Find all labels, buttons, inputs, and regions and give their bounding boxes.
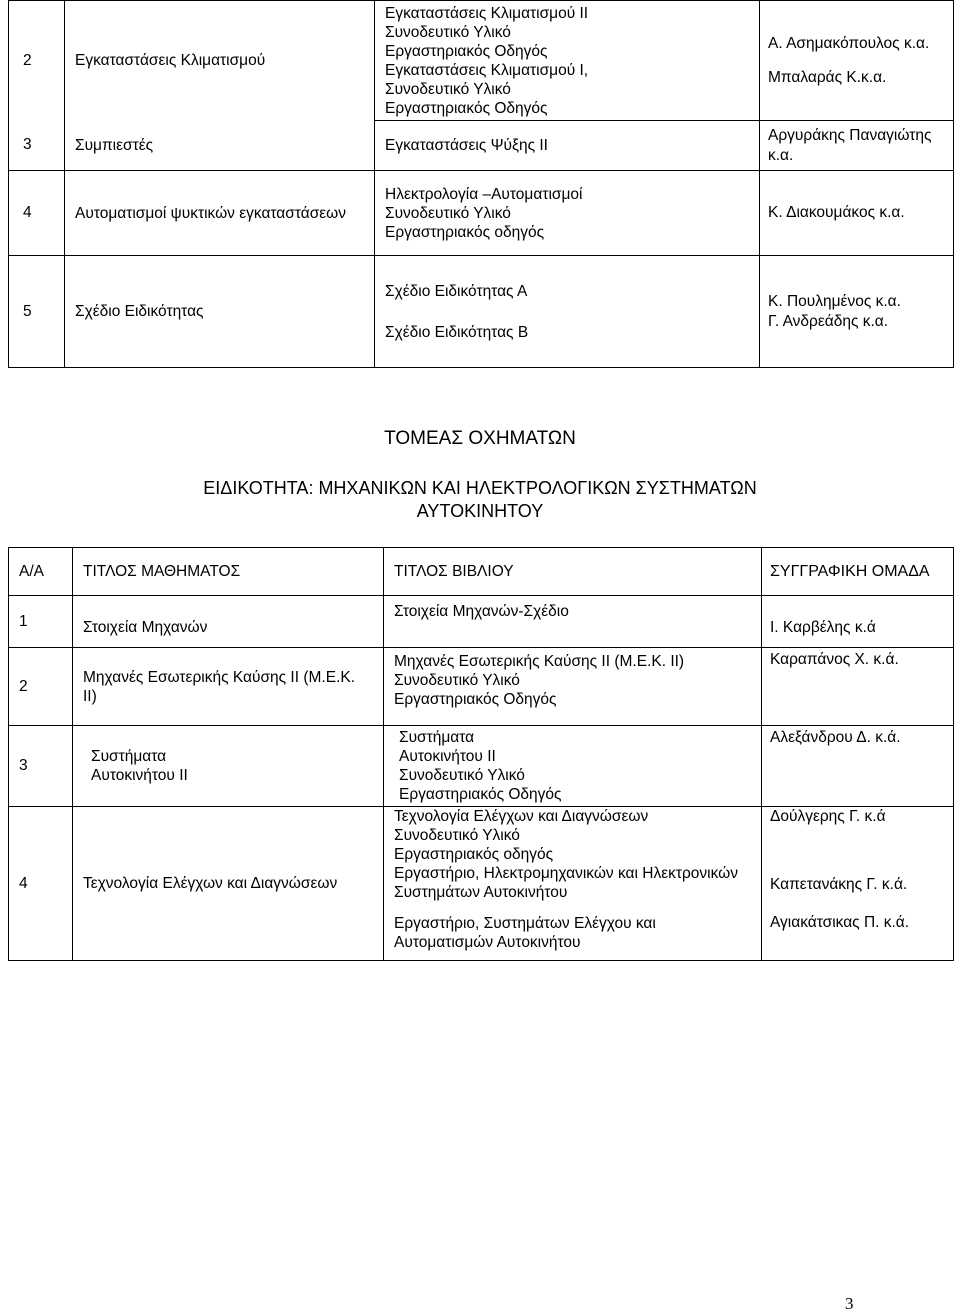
author-name: Δούλγερης Γ. κ.ά (770, 808, 886, 825)
book-titles (375, 256, 760, 368)
row-number: 1 (9, 596, 73, 648)
book-title: Στοιχεία Μηχανών-Σχέδιο (384, 596, 762, 648)
book-title: Εργαστηριακός οδηγός (385, 223, 545, 241)
book-title: Συνοδευτικό Υλικό (399, 767, 525, 784)
book-title: Συστήματα (399, 729, 475, 746)
book-titles (384, 807, 762, 961)
book-title: Ηλεκτρολογία –Αυτοματισμοί (385, 185, 583, 203)
book-title: Συνοδευτικό Υλικό (385, 81, 511, 98)
book-title: Εργαστηριακός Οδηγός (394, 691, 557, 708)
column-header-authors: ΣΥΓΓΡΑΦΙΚΗ ΟΜΑΔΑ (762, 548, 954, 596)
author-name: Ι. Καρβέλης κ.ά (762, 596, 954, 648)
course-title-line: Συστήματα (91, 748, 167, 765)
specialty-title: ΕΙΔΙΚΟΤΗΤΑ: ΜΗΧΑΝΙΚΩΝ ΚΑΙ ΗΛΕΚΤΡΟΛΟΓΙΚΩΝ ΣΥΣΤΗΜΑΤΩΝ (203, 478, 757, 498)
row-number: 3 (9, 121, 65, 171)
column-header-number: Α/Α (9, 548, 73, 596)
book-title: Σχέδιο Ειδικότητας Α (385, 282, 528, 300)
book-title: Εργαστήριο, Ηλεκτρομηχανικών και Ηλεκτρονικών Συστημάτων Αυτοκινήτου (394, 865, 739, 901)
book-titles (375, 1, 760, 121)
author-name: Αλεξάνδρου Δ. κ.ά. (762, 726, 954, 807)
course-title: Τεχνολογία Ελέγχων και Διαγνώσεων (73, 807, 384, 961)
table-row (9, 726, 954, 807)
table-header-row (9, 548, 954, 596)
row-number: 4 (9, 171, 65, 256)
author-name: Μπαλαράς Κ.κ.α. (768, 68, 887, 86)
course-title: Εγκαταστάσεις Κλιματισμού (65, 1, 375, 121)
specialty-title-cont: ΑΥΤΟΚΙΝΗΤΟΥ (416, 501, 544, 521)
row-number: 5 (9, 256, 65, 368)
book-title: Συνοδευτικό Υλικό (385, 24, 511, 41)
course-title: Συμπιεστές (65, 121, 375, 171)
course-title: Στοιχεία Μηχανών (73, 596, 384, 648)
page-number: 3 (845, 1294, 854, 1313)
author-group (760, 1, 954, 121)
book-title: Εργαστηριακός Οδηγός (385, 100, 548, 117)
book-title: Τεχνολογία Ελέγχων και Διαγνώσεων (394, 808, 649, 825)
author-name: Κ. Πουλημένος κ.α. (768, 292, 901, 310)
book-title: Μηχανές Εσωτερικής Καύσης ΙΙ (Μ.Ε.Κ. ΙΙ) (394, 653, 685, 670)
book-titles (375, 171, 760, 256)
course-title: Μηχανές Εσωτερικής Καύσης ΙΙ (Μ.Ε.Κ. ΙΙ) (73, 648, 384, 726)
courses-table-vehicles (8, 547, 954, 961)
book-title: Εργαστηριακός οδηγός (394, 846, 554, 863)
book-title: Εγκαταστάσεις Ψύξης ΙΙ (375, 121, 760, 171)
book-title: Εγκαταστάσεις Κλιματισμού Ι, (385, 62, 589, 79)
row-number: 2 (9, 1, 65, 121)
book-title: Εργαστήριο, Συστημάτων Ελέγχου και Αυτοματισμών Αυτοκινήτου (394, 915, 656, 951)
book-title: Εγκαταστάσεις Κλιματισμού ΙΙ (385, 5, 589, 22)
author-name: Κ. Διακουμάκος κ.α. (760, 171, 954, 256)
author-name: Καραπάνος Χ. κ.ά. (762, 648, 954, 726)
author-name: Γ. Ανδρεάδης κ.α. (768, 312, 889, 330)
book-titles (384, 648, 762, 726)
row-number: 3 (9, 726, 73, 807)
course-title (73, 726, 384, 807)
author-name: Καπετανάκης Γ. κ.ά. (770, 876, 908, 893)
course-title: Σχέδιο Ειδικότητας (65, 256, 375, 368)
book-title: Εργαστηριακός Οδηγός (399, 786, 562, 803)
table-row (9, 171, 954, 256)
author-name: Αργυράκης Παναγιώτης κ.α. (760, 121, 954, 171)
course-title: Αυτοματισμοί ψυκτικών εγκαταστάσεων (65, 171, 375, 256)
author-group (762, 807, 954, 961)
table-row (9, 596, 954, 648)
book-title: Συνοδευτικό Υλικό (394, 672, 520, 689)
table-row (9, 648, 954, 726)
author-group (760, 256, 954, 368)
book-title: Αυτοκινήτου ΙΙ (399, 748, 496, 765)
column-header-book: ΤΙΤΛΟΣ ΒΙΒΛΙΟΥ (384, 548, 762, 596)
book-title: Σχέδιο Ειδικότητας Β (385, 323, 529, 341)
courses-table-climate (8, 0, 954, 368)
book-titles (384, 726, 762, 807)
table-row (9, 1, 954, 121)
book-title: Εργαστηριακός Οδηγός (385, 43, 548, 60)
author-name: Α. Ασημακόπουλος κ.α. (768, 34, 930, 52)
table-row (9, 121, 954, 171)
book-title: Συνοδευτικό Υλικό (394, 827, 520, 844)
row-number: 4 (9, 807, 73, 961)
course-title-line: Αυτοκινήτου ΙΙ (91, 767, 188, 784)
row-number: 2 (9, 648, 73, 726)
table-row (9, 807, 954, 961)
author-name: Αγιακάτσικας Π. κ.ά. (770, 914, 910, 931)
book-title: Συνοδευτικό Υλικό (385, 204, 511, 222)
column-header-course: ΤΙΤΛΟΣ ΜΑΘΗΜΑΤΟΣ (73, 548, 384, 596)
table-row (9, 256, 954, 368)
section-title: ΤΟΜΕΑΣ ΟΧΗΜΑΤΩΝ (384, 428, 576, 449)
